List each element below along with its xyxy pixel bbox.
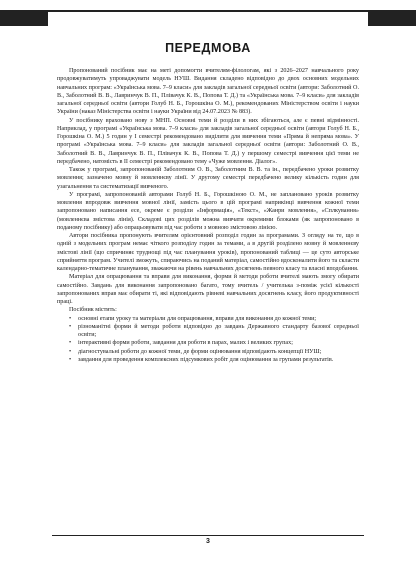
bullet-icon: •	[69, 323, 72, 330]
bullet-icon: •	[69, 340, 72, 347]
corner-block-left	[0, 10, 48, 26]
list-item	[69, 315, 359, 323]
list-item-text: діагностувальні роботи до кожної теми, де форми оцінювання відповідають концепції НУШ;	[78, 348, 322, 355]
corner-block-right	[368, 10, 416, 26]
list-item	[69, 339, 359, 347]
paragraph: Автори посібника пропонують вчителям орієнтовний розподіл годин за програмами. З огляду на те, що в одній з модельних програм немає чіткого розподілу годин за темами, а в другій розділено мовну й мовленнєву змістові лінії (що спричиняє труднощі під час планування уроків), пропонований таблиці — це суто авторське сприйняття програм. Учителі зможуть, спираючись на поданий матеріал, самостійно вдосконалити його та скласти календарно-тематичне планування, зважаючи на рівень навчальних досягнень певного класу та власні вподобання.	[57, 233, 359, 272]
list-intro: Посібник містить:	[69, 307, 117, 314]
footer-rule	[52, 535, 364, 536]
bullet-icon: •	[69, 356, 72, 363]
list-item-text: завдання для проведення комплексних підсумкових робіт для оцінювання за групами результатів.	[78, 356, 334, 363]
list-item	[69, 356, 359, 364]
paragraph: Також у програмі, запропонованій Заболотним О. В., Заболотним В. В. та ін., передбачено уроки розвитку мовлення; зазначено мовну й мовленнєву лінії. У другому семестрі передбачено велику кількість годин для узагальнення та систематизації вивченого.	[57, 167, 359, 190]
list-item	[69, 348, 359, 356]
body-text	[57, 67, 359, 364]
paragraph: У програмі, запропонованій авторами Голуб Н. Б., Горошкіною О. М., не заплановано уроків розвитку мовлення впродовж вивчення мовної лінії, замість цього в цій програмі наприкінці вивчення кожної теми запропоновано написання есе, окреме є розділи «Інформація», «Текст», «Жанри мовлення», «Сплкування» (мовленнєва змістова лінія). Складові цих розділів можна вивчати окремими блоками (як запропоновано в поданому посібнику) або опрацьовувати під час роботи з мовною змістовою лінією.	[57, 191, 359, 231]
page-number: 3	[206, 538, 210, 545]
paragraph: У посібнику враховано нову з МНП. Основні теми й розділи в них збігаються, але є певні відмінності. Наприклад, у програмі «Українська мова. 7–9 класи» для закладів загальної середньої освіти (автори Голуб Н. Б., Горошкіна О. М.) 5 годин у І семестрі рекомендовано виділити для вивчення теми «Пряма й непряма мова». У програмі «Українська мова. 7–9 класи» для закладів загальної середньої освіти (автори: Заболотний О. В., Заболотний В. В., Лавринчук В. П., Плівачук К. В., Попова Т. Д.) у першому семестрі вивчення цієї теми не передбачено, натомість в ІІ семестрі рекомендовано тему «Чуже мовлення. Діалог».	[57, 117, 359, 165]
contents-list	[57, 315, 359, 365]
list-item-text: основні етапи уроку та матеріали для опрацювання, вправи для виконання до кожної теми;	[78, 315, 317, 322]
list-item-text: різноманітні форми й методи роботи відповідно до завдань Державного стандарту базової середньої освіти;	[78, 323, 359, 338]
top-rule	[0, 10, 416, 12]
paragraph: Пропонований посібник має на меті допомогти вчителям-філологам, які з 2026–2027 навчального року продовжуватимуть упроваджувати модель НУШ. Видання складено відповідно до двох основних модельних навчальних програм: «Українська мова. 7–9 класи» для закладів загальної середньої освіти (автори: Заболотний О. В., Заболотний В. В., Лавринчук В. П., Плівачук К. В., Попова Т. Д.) та «Українська мова. 7–9 класи» для закладів загальної середньої освіти (автори Голуб Н. Б., Горошкіна О. М.), рекомендованих Міністерством освіти і науки України (наказ Міністерства освіти і науки України від 24.07.2023 № 883).	[57, 68, 359, 116]
bullet-icon: •	[69, 315, 72, 322]
list-item	[69, 323, 359, 340]
paragraph: Матеріал для опрацювання та вправи для виконання, форми й методи роботи вчителі мають змогу обирати самостійно. Завдань для виконання запропоновано багато, тому вчитель / учителька з-поміж усієї кількості запропонованих вправ має обирати ті, які відповідають рівневі навчальних досягнень класу, його продуктивності праці.	[57, 274, 359, 305]
page-title: ПЕРЕДМОВА	[165, 41, 251, 55]
list-item-text: інтерактивні форми роботи, завдання для роботи в парах, малих і великих групах;	[78, 340, 293, 347]
bullet-icon: •	[69, 348, 72, 355]
